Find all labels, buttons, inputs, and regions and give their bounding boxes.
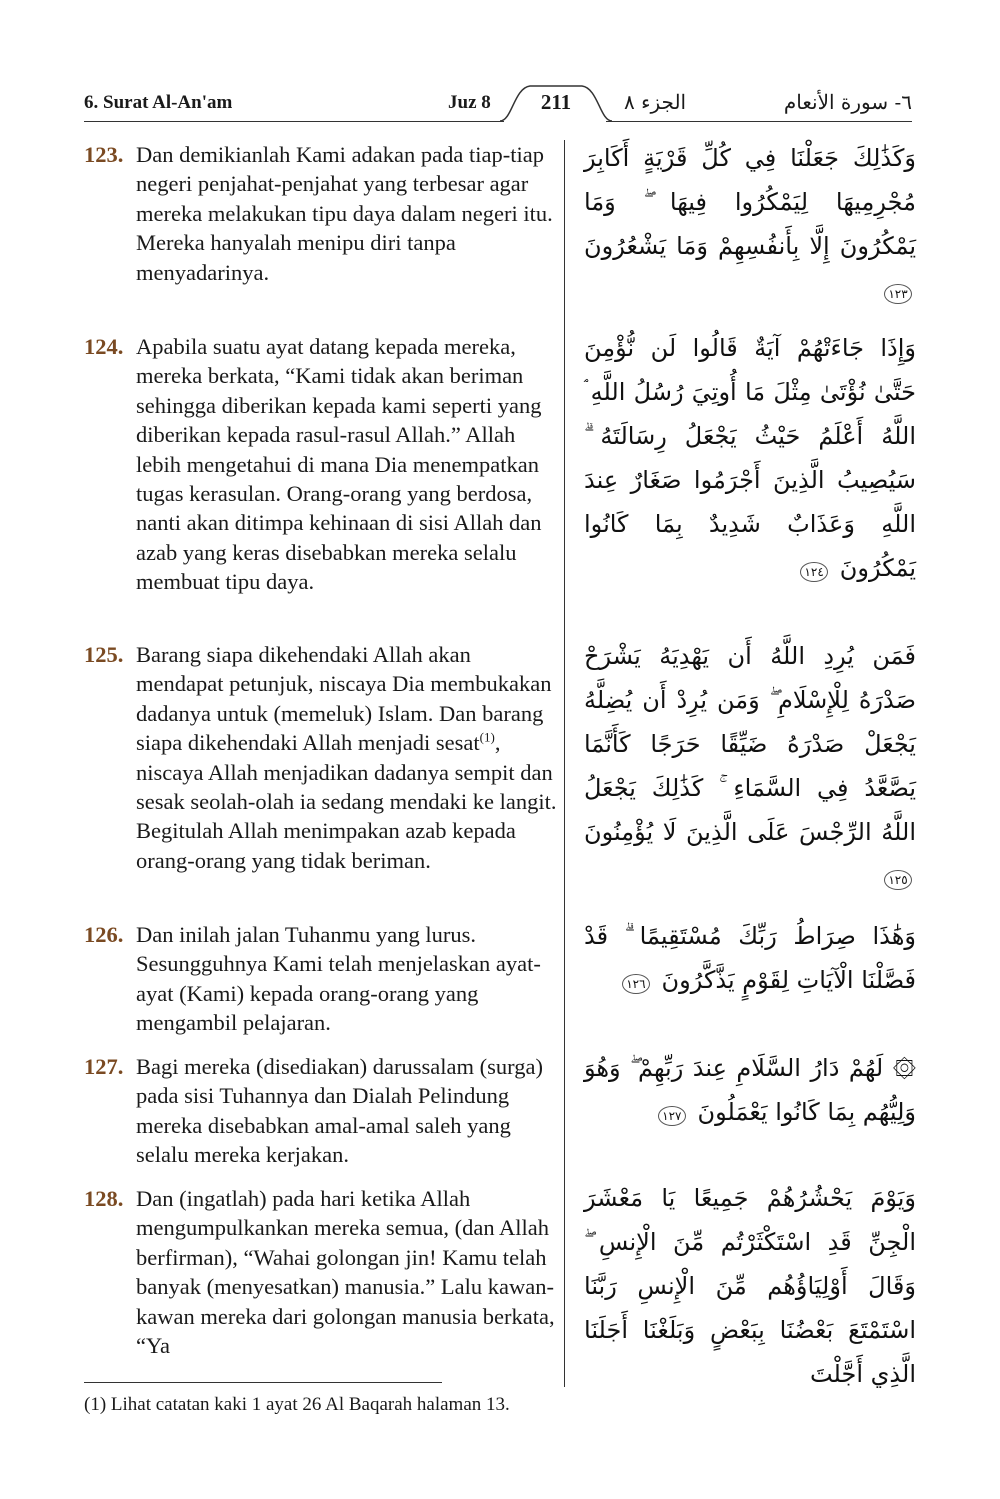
verse-text: Bagi mereka (disediakan) darussalam (surga) pada sisi Tuhannya dan Dialah Pelindung mereka disebabkan amal-amal saleh yang selalu mereka kerjakan.: [136, 1054, 543, 1168]
header-rule-right: [606, 121, 912, 122]
verse-arabic-128: [584, 1176, 916, 1396]
verse-text-part: Barang siapa dikehendaki Allah akan mendapat petunjuk, niscaya Dia membukakan dadanya untuk (memeluk) Islam. Dan barang siapa dikehendaki Allah menjadi sesat: [136, 642, 552, 756]
footnote: (1) Lihat catatan kaki 1 ayat 26 Al Baqarah halaman 13.: [84, 1394, 510, 1415]
verse-number: 125.: [84, 642, 124, 667]
arabic-text: فَمَن يُرِدِ اللَّهُ أَن يَهْدِيَهُ يَشْرَحْ صَدْرَهُ لِلْإِسْلَامِ ۖ وَمَن يُرِدْ أَن يُضِلَّهُ يَجْعَلْ صَدْرَهُ ضَيِّقًا حَرَجًا كَأَنَّمَا يَصَّعَّدُ فِي السَّمَاءِ ۚ كَذَٰلِكَ يَجْعَلُ اللَّهُ الرِّجْسَ عَلَى الَّذِينَ لَا يُؤْمِنُونَ: [584, 642, 916, 846]
verse-text: [136, 640, 562, 875]
surah-title-arabic: ٦- سورة الأنعام: [783, 90, 912, 114]
verse-arabic-126: [584, 914, 916, 1002]
juz-label-arabic: الجزء ٨: [624, 90, 687, 114]
page-number: 211: [540, 90, 572, 114]
juz-label-latin: Juz 8: [448, 92, 491, 113]
arabic-text: وَكَذَٰلِكَ جَعَلْنَا فِي كُلِّ قَرْيَةٍ أَكَابِرَ مُجْرِمِيهَا لِيَمْكُرُوا فِيهَا ۖ وَمَا يَمْكُرُونَ إِلَّا بِأَنفُسِهِمْ وَمَا يَشْعُرُونَ: [584, 144, 916, 260]
verse-number: 127.: [84, 1054, 124, 1079]
header-rule-left: [84, 121, 504, 122]
arabic-text: ۞ لَهُمْ دَارُ السَّلَامِ عِندَ رَبِّهِمْ ۖ وَهُوَ وَلِيُّهُم بِمَا كَانُوا يَعْمَلُونَ: [584, 1054, 916, 1126]
ayah-end-marker: ١٢٣: [884, 284, 912, 304]
verse-text: Apabila suatu ayat datang kepada mereka, mereka berkata, “Kami tidak akan beriman sehingga diberikan kepada kami seperti yang diberikan kepada rasul-rasul Allah.” Allah lebih mengetahui di mana Dia menempatkan tugas kerasulan. Orang-orang yang berdosa, nanti akan ditimpa kehinaan di sisi Allah dan azab yang keras disebabkan mereka selalu membuat tipu daya.: [136, 334, 542, 595]
page-number-tab: [500, 82, 612, 122]
verse-text-part: , niscaya Allah menjadikan dadanya sempit dan sesak seolah-olah ia sedang mendaki ke langit. Begitulah Allah menimpakan azab kepada orang-orang yang tidak beriman.: [136, 730, 557, 873]
arabic-text: وَيَوْمَ يَحْشُرُهُمْ جَمِيعًا يَا مَعْشَرَ الْجِنِّ قَدِ اسْتَكْثَرْتُم مِّنَ الْإِنسِ ۖ وَقَالَ أَوْلِيَاؤُهُم مِّنَ الْإِنسِ رَبَّنَا اسْتَمْتَعَ بَعْضُنَا بِبَعْضٍ وَبَلَغْنَا أَجَلَنَا الَّذِي أَجَّلْتَ: [584, 1184, 916, 1388]
footnote-reference: (1): [479, 729, 495, 745]
verse-translation-128: [84, 1184, 562, 1360]
verse-translation-126: [84, 920, 562, 1038]
verse-number: 123.: [84, 142, 124, 167]
column-divider: [564, 140, 565, 1387]
verse-arabic-127: [584, 1046, 916, 1134]
verse-arabic-123: [584, 136, 916, 312]
verse-text: Dan inilah jalan Tuhanmu yang lurus. Sesungguhnya Kami telah menjelaskan ayat-ayat (Kami) kepada orang-orang yang mengambil pelajaran.: [136, 922, 541, 1036]
verse-number: 126.: [84, 922, 124, 947]
verse-text: Dan (ingatlah) pada hari ketika Allah mengumpulkankan mereka semua, (dan Allah berfirman), “Wahai golongan jin! Kamu telah banyak (menyesatkan) manusia.” Lalu kawan-kawan mereka dari golongan manusia berkata, “Ya: [136, 1186, 555, 1359]
verse-number: 128.: [84, 1186, 124, 1211]
page-header: [84, 88, 912, 128]
arabic-text: وَإِذَا جَاءَتْهُمْ آيَةٌ قَالُوا لَن نُّؤْمِنَ حَتَّىٰ نُؤْتَىٰ مِثْلَ مَا أُوتِيَ رُسُلُ اللَّهِ ۘ اللَّهُ أَعْلَمُ حَيْثُ يَجْعَلُ رِسَالَتَهُ ۗ سَيُصِيبُ الَّذِينَ أَجْرَمُوا صَغَارٌ عِندَ اللَّهِ وَعَذَابٌ شَدِيدٌ بِمَا كَانُوا يَمْكُرُونَ: [584, 334, 916, 582]
ayah-end-marker: ١٢٦: [622, 974, 650, 994]
surah-title-latin: 6. Surat Al-An'am: [84, 92, 233, 113]
verse-translation-124: [84, 332, 562, 597]
arabic-text: وَهَٰذَا صِرَاطُ رَبِّكَ مُسْتَقِيمًا ۗ قَدْ فَصَّلْنَا الْآيَاتِ لِقَوْمٍ يَذَّكَّرُونَ: [584, 922, 916, 994]
ayah-end-marker: ١٢٤: [800, 562, 828, 582]
verse-translation-125: [84, 640, 562, 875]
verse-translation-127: [84, 1052, 562, 1170]
ayah-end-marker: ١٢٥: [884, 870, 912, 890]
verse-text: Dan demikianlah Kami adakan pada tiap-tiap negeri penjahat-penjahat yang terbesar agar mereka melakukan tipu daya dalam negeri itu. Mereka hanyalah menipu diri tanpa menyadarinya.: [136, 142, 553, 285]
verse-number: 124.: [84, 334, 124, 359]
verse-translation-123: [84, 140, 562, 287]
verse-arabic-125: [584, 634, 916, 898]
footnote-rule: [84, 1382, 442, 1383]
verse-arabic-124: [584, 326, 916, 590]
ayah-end-marker: ١٢٧: [658, 1106, 686, 1126]
